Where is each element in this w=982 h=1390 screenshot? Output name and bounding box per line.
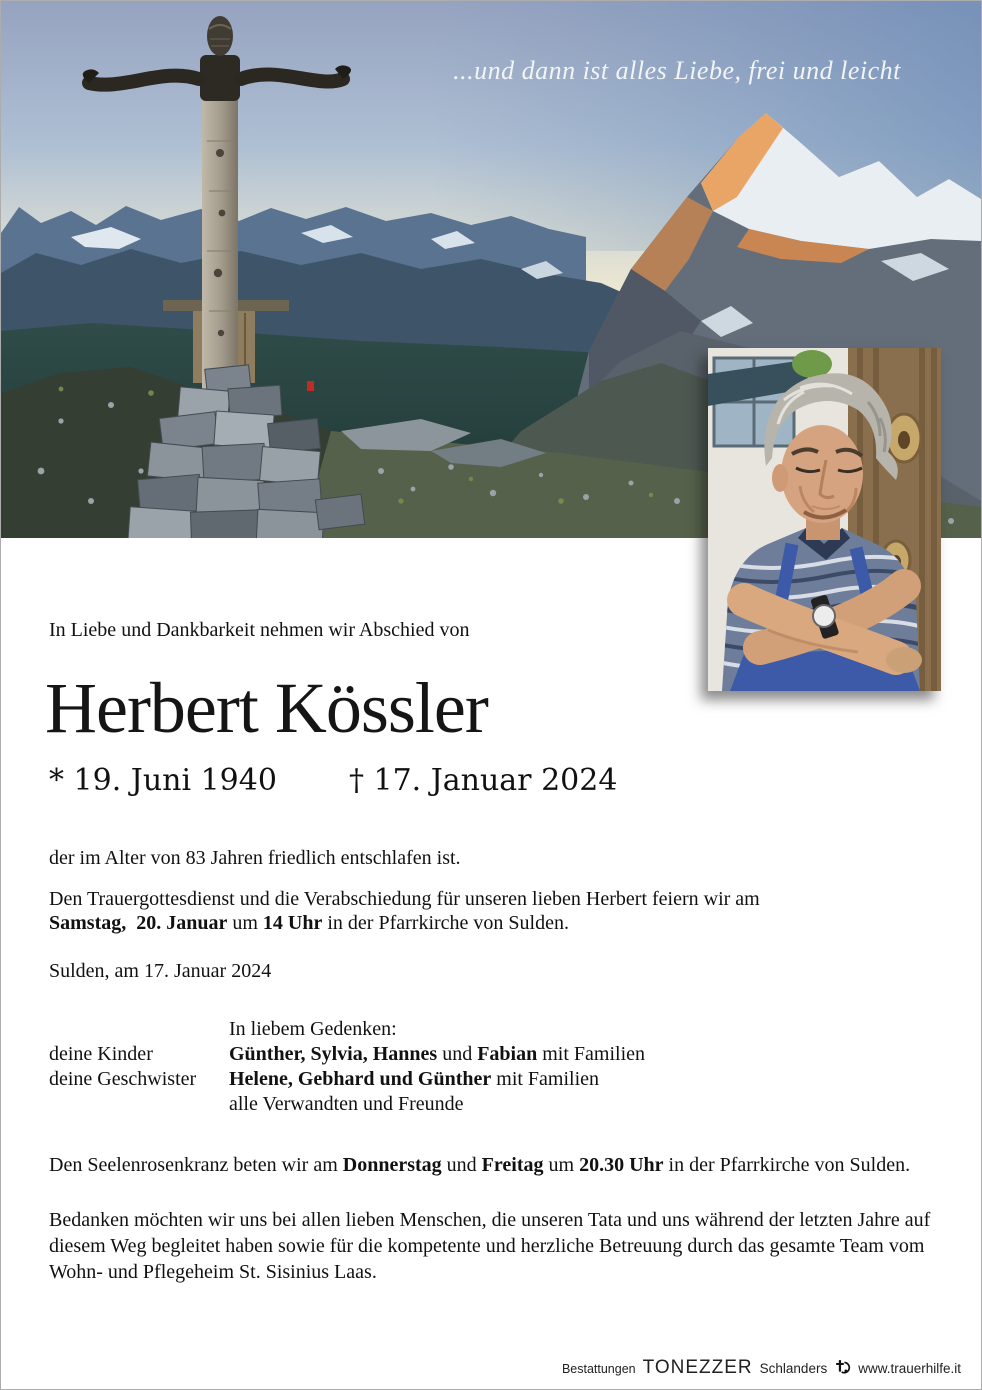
life-dates bbox=[49, 763, 618, 798]
service-line1: Den Trauergottesdienst und die Verabschiedung für unseren lieben Herbert feiern wir am bbox=[49, 888, 760, 910]
carved-torso bbox=[200, 55, 240, 101]
carved-head bbox=[207, 16, 233, 56]
row-names: Günther, Sylvia, Hannes und Fabian mit Familien bbox=[229, 1043, 646, 1065]
footer-location: Schlanders bbox=[759, 1361, 828, 1376]
place-and-date: Sulden, am 17. Januar 2024 bbox=[49, 960, 272, 982]
row-label: deine Geschwister bbox=[49, 1068, 197, 1090]
service-announcement bbox=[49, 887, 760, 935]
death-date: † 17. Januar 2024 bbox=[348, 763, 618, 798]
funeral-home-brand: TONEZZER bbox=[642, 1357, 753, 1378]
memorial-quote: ...und dann ist alles Liebe, frei und leicht bbox=[453, 56, 901, 85]
hand bbox=[886, 647, 922, 673]
birth-date: * 19. Juni 1940 bbox=[49, 763, 277, 798]
row-names: Helene, Gebhard und Günther mit Familien bbox=[229, 1068, 600, 1090]
thanks-paragraph: Bedanken möchten wir uns bei allen lieben Menschen, die unseren Tata und uns während der letzten Jahre auf diesem Weg begleitet haben sowie für die kompetente und herzliche Betreuung durch das gesamte Team vom Wohn- und Pflegeheim St. Sisinius Laas. bbox=[49, 1209, 931, 1283]
footer-website: www.trauerhilfe.it bbox=[858, 1361, 961, 1376]
funeral-home-footer bbox=[562, 1356, 961, 1379]
footer-prefix: Bestattungen bbox=[561, 1362, 636, 1376]
remembrance-heading-row bbox=[49, 1017, 645, 1042]
intro-line: In Liebe und Dankbarkeit nehmen wir Abschied von bbox=[49, 619, 470, 641]
green-plant bbox=[792, 350, 832, 378]
remembrance-footer: alle Verwandten und Freunde bbox=[229, 1093, 464, 1115]
deceased-name: Herbert Kössler bbox=[45, 668, 488, 748]
remembrance-row-siblings bbox=[49, 1067, 645, 1092]
ear bbox=[772, 464, 788, 492]
trauerhilfe-logo-icon bbox=[834, 1358, 851, 1380]
portrait-svg bbox=[708, 348, 941, 691]
remembrance-footer-row bbox=[49, 1092, 645, 1117]
portrait-photo bbox=[708, 348, 941, 691]
rosary-announcement: Den Seelenrosenkranz beten wir am Donnerstag und Freitag um 20.30 Uhr in der Pfarrkirche von Sulden. bbox=[49, 1154, 911, 1176]
service-line2: Samstag, 20. Januar um 14 Uhr in der Pfarrkirche von Sulden. bbox=[49, 912, 569, 934]
remembrance-heading: In liebem Gedenken: bbox=[229, 1018, 397, 1040]
red-jacket-dot bbox=[307, 381, 314, 391]
remembrance-block bbox=[49, 1017, 645, 1117]
carved-arm-right bbox=[241, 74, 343, 81]
remembrance-row-children bbox=[49, 1042, 645, 1067]
row-label: deine Kinder bbox=[49, 1043, 153, 1065]
age-line: der im Alter von 83 Jahren friedlich entschlafen ist. bbox=[49, 847, 461, 869]
